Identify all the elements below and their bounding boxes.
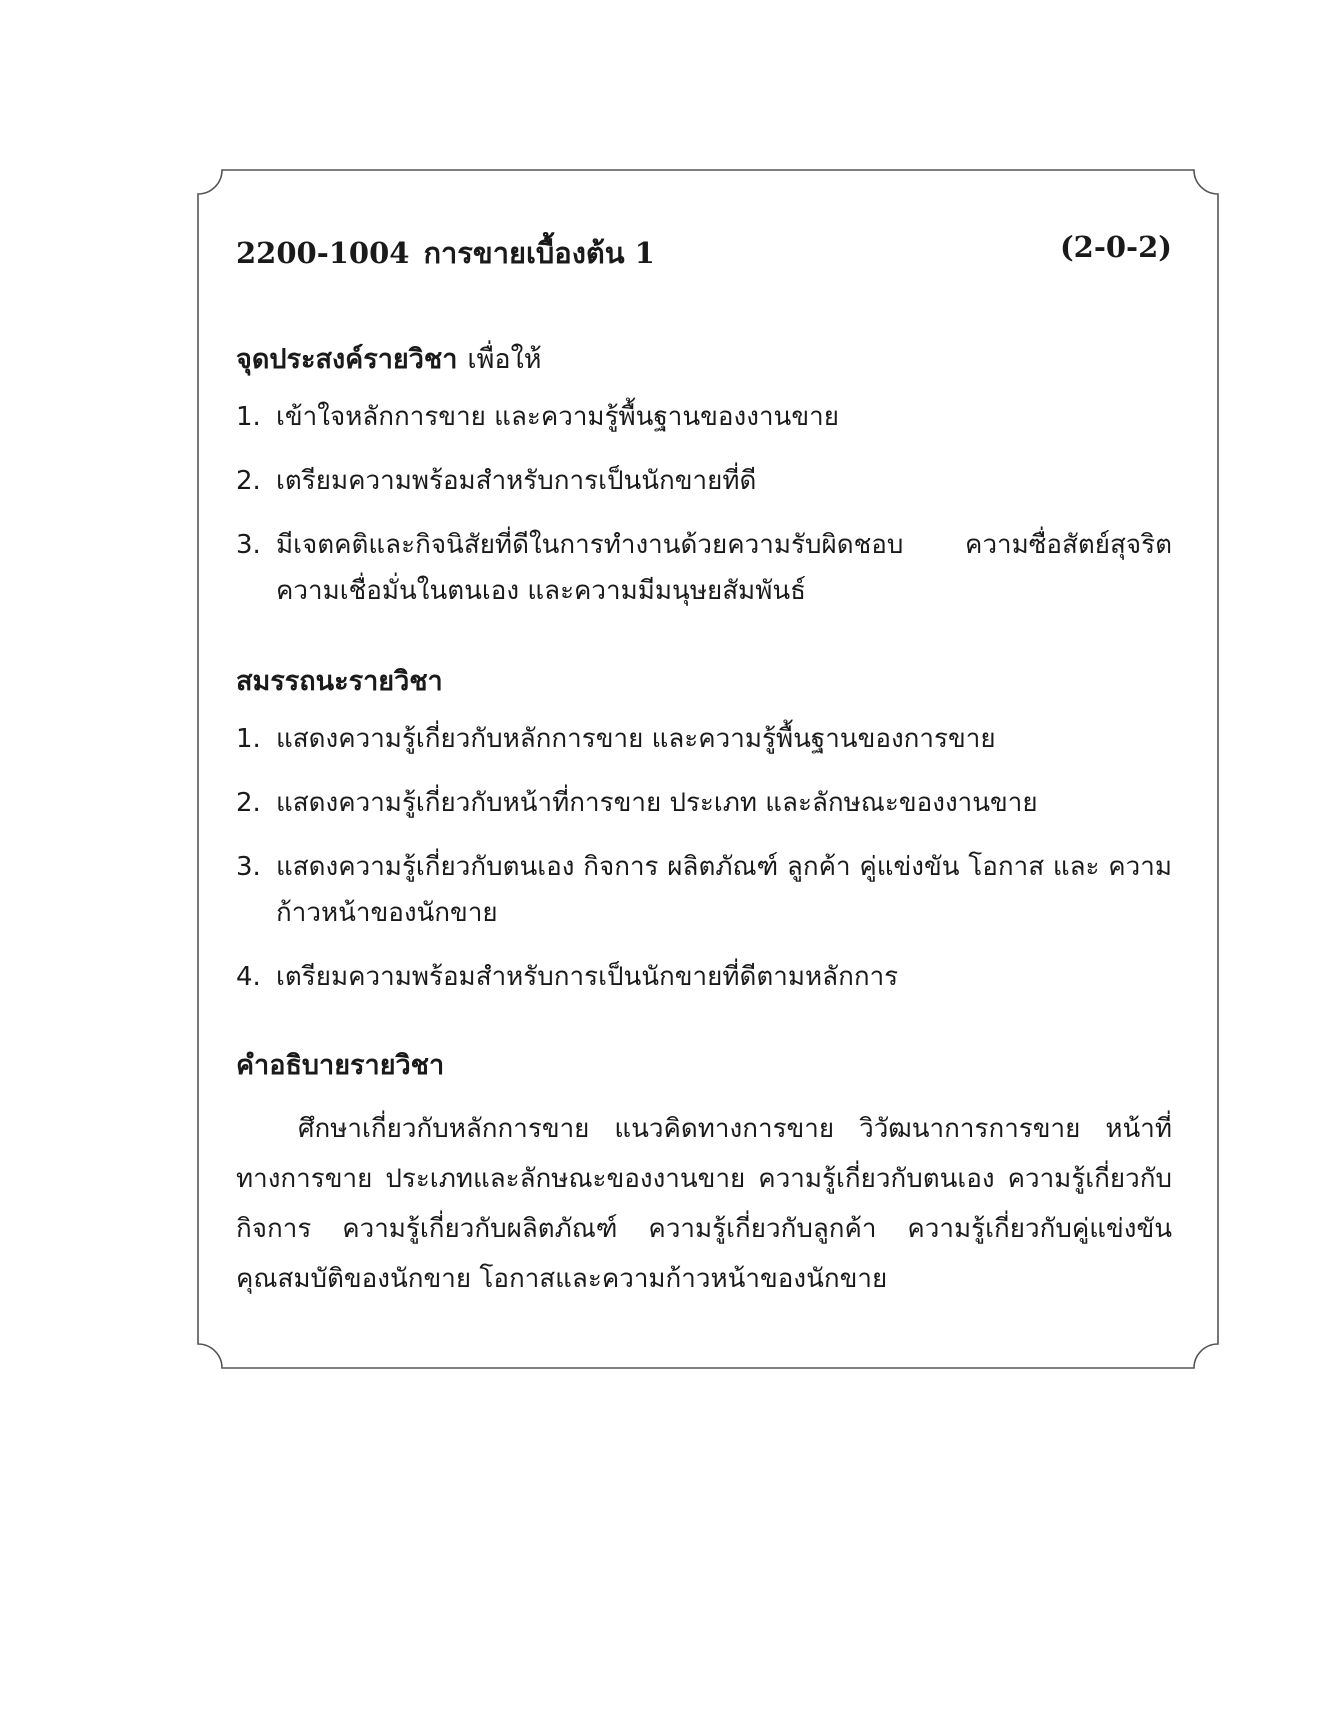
objectives-title: จุดประสงค์รายวิชา — [236, 344, 458, 375]
list-item — [236, 522, 1172, 614]
objectives-suffix: เพื่อให้ — [467, 344, 542, 375]
item-number: 2. — [236, 788, 261, 818]
course-code: 2200-1004 — [236, 236, 410, 270]
item-text: แสดงความรู้เกี่ยวกับหน้าที่การขาย ประเภท และลักษณะของงานขาย — [276, 788, 1038, 818]
competencies-list — [236, 716, 1172, 1000]
list-item — [236, 394, 1172, 440]
competencies-title: สมรรถนะรายวิชา — [236, 666, 443, 697]
course-name: การขายเบื้องต้น 1 — [423, 236, 655, 270]
item-number: 1. — [236, 724, 261, 754]
objectives-heading — [236, 340, 1172, 380]
item-number: 3. — [236, 530, 261, 560]
course-header — [236, 230, 1172, 280]
description-section — [236, 1046, 1172, 1304]
item-number: 2. — [236, 466, 261, 496]
objectives-list — [236, 394, 1172, 614]
list-item — [236, 780, 1172, 826]
item-number: 1. — [236, 402, 261, 432]
competencies-section — [236, 662, 1172, 1000]
course-title — [236, 230, 655, 276]
course-card — [236, 196, 1172, 1356]
description-title: คำอธิบายรายวิชา — [236, 1050, 445, 1081]
item-number: 3. — [236, 852, 261, 882]
item-text: แสดงความรู้เกี่ยวกับหลักการขาย และความรู้พื้นฐานของการขาย — [276, 724, 996, 754]
course-credits: (2-0-2) — [1059, 230, 1172, 264]
list-item — [236, 844, 1172, 936]
item-number: 4. — [236, 962, 261, 992]
list-item — [236, 954, 1172, 1000]
list-item — [236, 458, 1172, 504]
item-text: มีเจตคติและกิจนิสัยที่ดีในการทำงานด้วยความรับผิดชอบ ความซื่อสัตย์สุจริต ความเชื่อมั่นในตนเอง และความมีมนุษยสัมพันธ์ — [276, 530, 1172, 606]
list-item — [236, 716, 1172, 762]
item-text: เตรียมความพร้อมสำหรับการเป็นนักขายที่ดี — [276, 466, 757, 496]
item-text: แสดงความรู้เกี่ยวกับตนเอง กิจการ ผลิตภัณฑ์ ลูกค้า คู่แข่งขัน โอกาส และ ความก้าวหน้าของนักขาย — [276, 852, 1172, 928]
objectives-section — [236, 340, 1172, 614]
item-text: เตรียมความพร้อมสำหรับการเป็นนักขายที่ดีตามหลักการ — [276, 962, 899, 992]
item-text: เข้าใจหลักการขาย และความรู้พื้นฐานของงานขาย — [276, 402, 839, 432]
description-text: ศึกษาเกี่ยวกับหลักการขาย แนวคิดทางการขาย วิวัฒนาการการขาย หน้าที่ทางการขาย ประเภทและลักษณะของงานขาย ความรู้เกี่ยวกับตนเอง ความรู้เกี่ยวกับกิจการ ความรู้เกี่ยวกับผลิตภัณฑ์ ความรู้เกี่ยวกับลูกค้า ความรู้เกี่ยวกับคู่แข่งขัน คุณสมบัติของนักขาย โอกาสและความก้าวหน้าของนักขาย — [236, 1114, 1172, 1294]
